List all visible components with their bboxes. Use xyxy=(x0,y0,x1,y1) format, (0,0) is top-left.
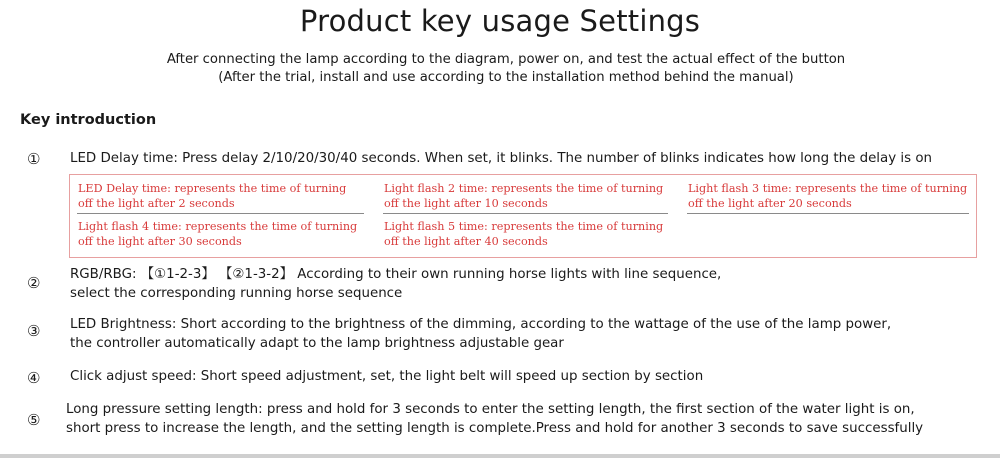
section-heading: Key introduction xyxy=(20,112,157,128)
delay-cell-4 xyxy=(78,219,357,249)
delay-cell-2-line-2: off the light after 10 seconds xyxy=(384,197,548,210)
delay-cell-5-line-2: off the light after 40 seconds xyxy=(384,235,548,248)
delay-cell-1 xyxy=(78,181,346,211)
delay-cell-1-line-2: off the light after 2 seconds xyxy=(78,197,235,210)
delay-cell-4-line-2: off the light after 30 seconds xyxy=(78,235,242,248)
item-1-line-1: LED Delay time: Press delay 2/10/20/30/40 seconds. When set, it blinks. The number of blinks indicates how long the delay is on xyxy=(70,151,933,166)
item-5-text xyxy=(66,400,923,438)
delay-cell-5 xyxy=(384,219,663,249)
delay-cell-3-underline xyxy=(687,213,969,214)
page-title: Product key usage Settings xyxy=(299,4,701,38)
delay-cell-1-line-1: LED Delay time: represents the time of turning xyxy=(78,182,347,195)
item-2-line-1: RGB/RBG: 【①1-2-3】 【②1-3-2】 According to their own running horse lights with line sequence, xyxy=(70,267,722,282)
item-3-line-1: LED Brightness: Short according to the brightness of the dimming, according to the wattage of the use of the lamp power, xyxy=(70,317,892,332)
delay-cell-2 xyxy=(384,181,663,211)
delay-cell-3-line-1: Light flash 3 time: represents the time of turning xyxy=(688,182,968,195)
item-3-line-2: the controller automatically adapt to the lamp brightness adjustable gear xyxy=(70,336,564,351)
delay-cell-5-line-1: Light flash 5 time: represents the time of turning xyxy=(384,220,664,233)
item-number-5: ⑤ xyxy=(27,411,41,429)
item-number-1: ① xyxy=(27,150,41,168)
item-number-3: ③ xyxy=(27,322,41,340)
delay-cell-3 xyxy=(688,181,967,211)
item-5-line-1: Long pressure setting length: press and hold for 3 seconds to enter the setting length, the first section of the water light is on, xyxy=(66,402,915,417)
item-number-2: ② xyxy=(27,274,41,292)
delay-cell-3-line-2: off the light after 20 seconds xyxy=(688,197,852,210)
delay-cell-4-line-1: Light flash 4 time: represents the time of turning xyxy=(78,220,358,233)
item-2-line-2: select the corresponding running horse sequence xyxy=(70,286,403,301)
item-3-text xyxy=(70,315,891,353)
delay-cell-1-underline xyxy=(77,213,364,214)
subtitle-line-1: After connecting the lamp according to the diagram, power on, and test the actual effect of the button xyxy=(166,52,846,67)
bottom-divider xyxy=(0,454,1000,458)
item-4-line-1: Click adjust speed: Short speed adjustment, set, the light belt will speed up section by section xyxy=(70,369,704,384)
item-2-text xyxy=(70,265,721,303)
delay-cell-2-line-1: Light flash 2 time: represents the time of turning xyxy=(384,182,664,195)
item-5-line-2: short press to increase the length, and the setting length is complete.Press and hold for another 3 seconds to save successfully xyxy=(66,421,924,436)
delay-cell-2-underline xyxy=(383,213,668,214)
item-number-4: ④ xyxy=(27,369,41,387)
subtitle-line-2: (After the trial, install and use according to the installation method behind the manual) xyxy=(218,70,794,85)
